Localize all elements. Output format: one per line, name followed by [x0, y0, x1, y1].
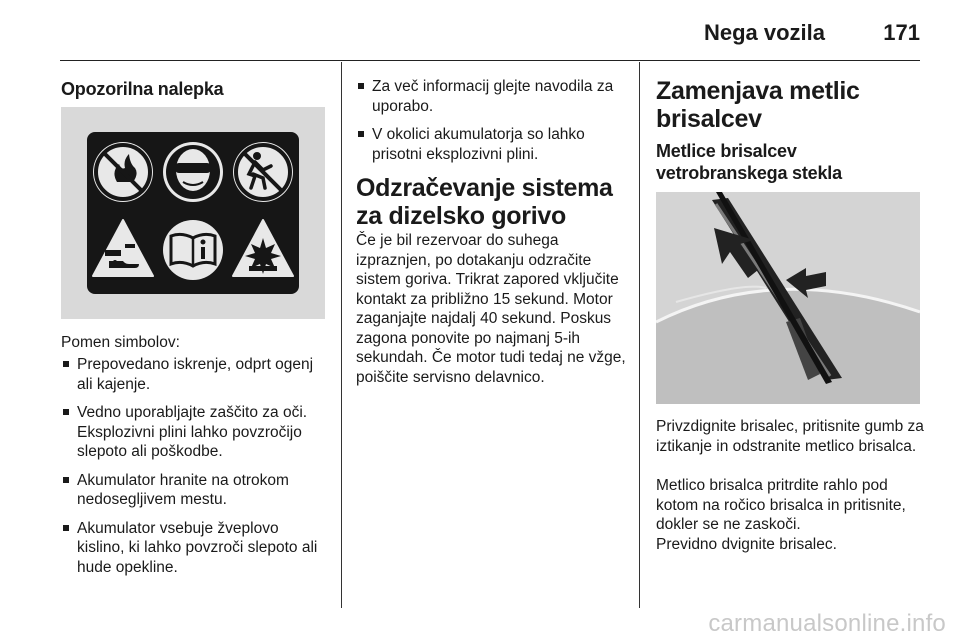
no-fire-icon: [93, 142, 153, 202]
list-item: [63, 403, 327, 462]
bullet-square-icon: [358, 131, 364, 137]
list-item-text: Prepovedano iskrenje, odprt ogenj ali kajenje.: [77, 356, 314, 393]
bullet-square-icon: [63, 477, 69, 483]
explosion-warning-icon: [233, 220, 293, 276]
list-item: [358, 77, 626, 116]
wiper-step-3: Previdno dvignite brisalec.: [656, 536, 837, 553]
bullet-square-icon: [358, 83, 364, 89]
list-item-text: Akumulator hranite na otrokom nedosegljivem mestu.: [77, 471, 289, 508]
warning-label-image: [61, 107, 325, 319]
wiper-image: [656, 192, 920, 404]
read-manual-icon: [163, 220, 223, 280]
page-number: 171: [883, 20, 920, 45]
section-title: Nega vozila: [703, 20, 825, 45]
list-item: [358, 125, 626, 164]
eye-protection-icon: [163, 142, 223, 202]
list-item-text: Za več informacij glejte navodila za uporabo.: [372, 78, 614, 115]
list-item-text: Vedno uporabljajte zaščito za oči. Eksplozivni plini lahko povzročijo slepoto ali poškodbe.: [77, 404, 308, 460]
battery-info-list: [358, 77, 626, 173]
wiper-blades-subheading: Metlice brisalcev vetrobranskega stekla: [656, 141, 842, 183]
list-item-text: V okolici akumulatorja so lahko prisotni eksplozivni plini.: [372, 126, 585, 163]
column-divider-2: [639, 62, 640, 608]
list-item: [63, 355, 327, 394]
bullet-square-icon: [63, 409, 69, 415]
list-item: [63, 519, 327, 578]
symbol-meaning-list: [63, 355, 327, 586]
bullet-square-icon: [63, 525, 69, 531]
warning-sticker: [87, 132, 299, 294]
symbol-meaning-label: Pomen simbolov:: [61, 334, 180, 351]
list-item: [63, 471, 327, 510]
acid-warning-icon: [93, 220, 153, 276]
page-header: [60, 14, 920, 61]
list-item-text: Akumulator vsebuje žveplovo kislino, ki lahko povzroči slepoto ali hude opekline.: [77, 519, 318, 576]
warning-label-heading: Opozorilna nalepka: [61, 79, 224, 99]
diesel-bleeding-heading: Odzračevanje sistema za dizelsko gorivo: [356, 174, 613, 230]
diesel-bleeding-paragraph: Če je bil rezervoar do suhega izpraznjen, po dotakanju odzračite sistem goriva. Trikrat zapored vključite kontakt za približno 15 sekund. Motor zaganjajte najdalj 40 sekund. Poskus zagona ponovite po najmanj 5-ih sekundah. Če motor tudi tedaj ne vžge, poiščite servisno delavnico.: [356, 232, 626, 386]
wiper-step-2: Metlico brisalca pritrdite rahlo pod kotom na ročico brisalca in pritisnite, dokler se ne zaskoči.: [656, 477, 906, 533]
bullet-square-icon: [63, 361, 69, 367]
wiper-replacement-heading: Zamenjava metlic brisalcev: [656, 77, 860, 133]
wiper-step-1: Privzdignite brisalec, pritisnite gumb za iztikanje in odstranite metlico brisalca.: [656, 418, 924, 455]
keep-away-from-children-icon: [233, 142, 293, 202]
watermark: carmanualsonline.info: [708, 610, 946, 637]
column-divider-1: [341, 62, 342, 608]
